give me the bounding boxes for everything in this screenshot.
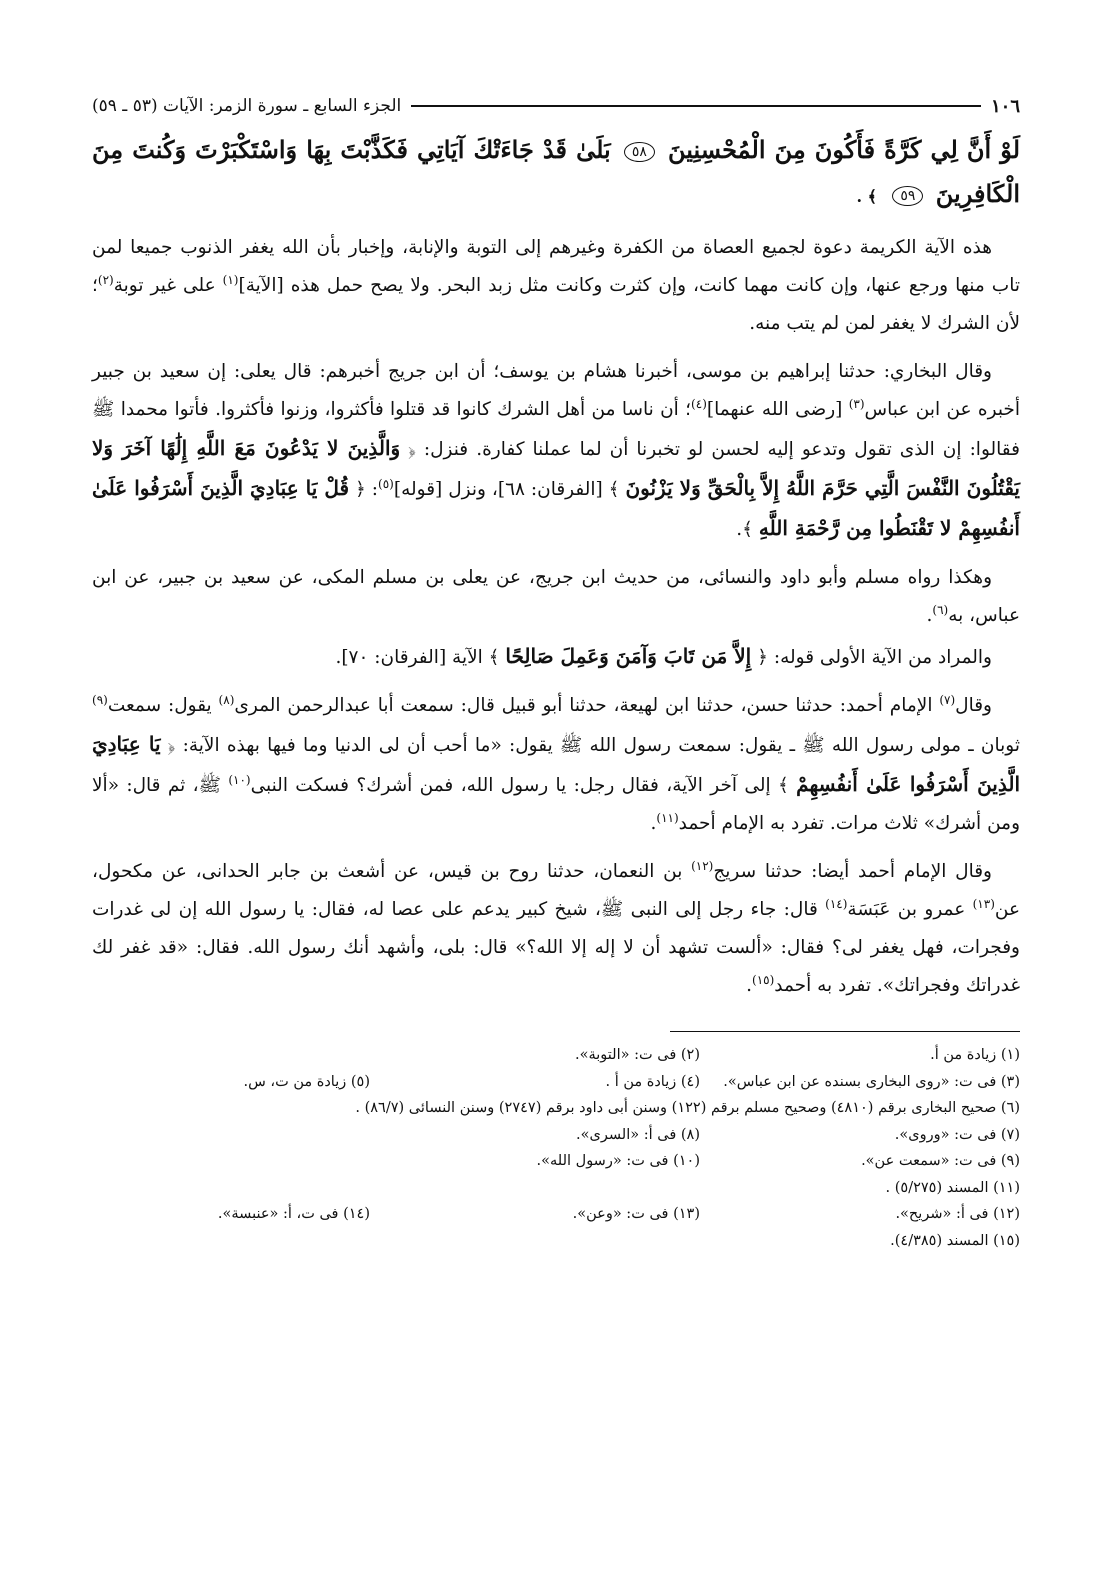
text: قال: جاء رجل إلى النبى ﷺ، شيخ كبير يدعم على عصا له، فقال: يا رسول الله إن لى غدرات وفجرات، فهل يغفر لى؟ فقال: «ألست تشهد أن لا إله إلا الله؟» قال: بلى، وأشهد أنك رسول الله. فقال: «قد غفر لك غدراتك وفجراتك». تفرد به أحمد [92,899,1020,996]
text: . [926,605,933,626]
footnote-ref: (١٤) [825,896,848,911]
footnote-ref: (٩) [92,692,108,707]
paragraph [92,559,1020,635]
text: بن النعمان، حدثنا روح بن قيس، عن أشعث بن جابر الحدانى، عن مكحول، عن [92,861,1020,920]
text: الإمام أحمد: حدثنا حسن، حدثنا ابن لهيعة، حدثنا أبو قبيل قال: سمعت أبا عبدالرحمن المرى [234,695,940,716]
footnote: (٩) فى ت: «سمعت عن». [861,1153,1020,1169]
text: ؛ لأن الشرك لا يغفر لمن لم يتب منه. [92,275,1020,334]
paragraph [92,353,1020,549]
verse-text: لَوْ أَنَّ لِي كَرَّةً فَأَكُونَ مِنَ الْمُحْسِنِينَ [667,135,1020,164]
text: ﴾ [الفرقان: ٦٨]، ونزل [قوله] [393,479,626,500]
text: : ﴿ [349,479,379,500]
footnote-ref: (٧) [939,692,956,707]
footnote: (٢) فى ت: «التوبة». [575,1047,700,1063]
paragraph [92,853,1020,1005]
text: [رضى الله عنهما] [706,399,849,420]
footnote-ref: (٥) [378,476,394,491]
footnote-ref: (١٣) [972,896,995,911]
footnote: (١٢) فى أ: «شريح». [895,1206,1020,1222]
footnote: (٦) صحيح البخارى برقم (٤٨١٠) وصحيح مسلم برقم (١٢٢) وسنن أبى داود برقم (٢٧٤٧) وسنن النسائى (٨٦/٧) . [355,1100,1020,1116]
text: ﴾. [736,519,759,540]
verse-close-ornament: ﴾ . [856,187,878,206]
footnote-row [92,1228,1020,1255]
footnote-ref: (٣) [848,396,865,411]
text: ثوبان ـ مولى رسول الله ﷺ ـ يقول: سمعت رسول الله ﷺ يقول: «ما أحب أن لى الدنيا وما فيها بهذه الآية: ﴿ [160,735,1021,756]
footnote-ref: (١٠) [228,772,251,787]
text: على غير توبة [113,275,223,296]
footnote: (٧) فى ت: «وروى». [894,1126,1020,1143]
footnote: (٣) فى ت: «روى البخارى بسنده عن ابن عباس». [723,1073,1020,1090]
text: عمرو بن عَبَسَة [847,899,973,920]
quran-quote: وَالَّذِينَ لا يَدْعُونَ مَعَ اللَّهِ إِلَٰهًا آخَرَ وَلا يَقْتُلُونَ النَّفْسَ الَّتِي حَرَّمَ اللَّهُ إِلاَّ بِالْحَقِّ وَلا يَزْنُونَ [92,436,1020,500]
paragraph [92,687,1020,843]
text: هذه الآية الكريمة دعوة لجميع العصاة من الكفرة وغيرهم إلى التوبة والإنابة، وإخبار بأن الله يغفر الذنوب جميعا لمن تاب منها ورجع عنها، وإن كانت مهما كانت، وإن كثرت وكانت مثل زبد البحر. ولا يصح حمل هذه [الآية] [92,237,1020,296]
footnote: (١) زيادة من أ. [930,1047,1020,1063]
text: والمراد من الآية الأولى قوله: ﴿ [751,647,992,668]
ayah-number-badge: ٥٩ [892,186,923,206]
footnote: (٥) زيادة من ت، س. [243,1073,370,1090]
text: ؛ أن ناسا من أهل الشرك كانوا قد قتلوا فأكثروا، وزنوا فأكثروا. فأتوا محمدا ﷺ فقالوا: إن الذى تقول وتدعو إليه لحسن لو تخبرنا أن لما عملنا كفارة. فنزل: ﴿ [92,399,1020,460]
paragraph [92,637,1020,677]
footnote-ref: (١١) [656,810,679,825]
text: وقال [955,695,992,716]
footnote-separator [670,1031,1020,1032]
footnote-row [92,1201,1020,1228]
footnote: (٨) فى أ: «السرى». [576,1126,700,1143]
quran-verse-block [92,128,1020,219]
header-rule [411,105,981,107]
quran-quote: قُلْ يَا عِبَادِيَ الَّذِينَ أَسْرَفُوا عَلَىٰ أَنفُسِهِمْ لا تَقْنَطُوا مِن رَّحْمَةِ اللَّهِ [92,476,1020,540]
footnote-ref: (١٥) [752,972,775,987]
footnote-row [92,1095,1020,1122]
footnote-ref: (١٢) [691,858,714,873]
footnote: (١٣) فى ت: «وعن». [572,1206,700,1222]
quran-quote: يَا عِبَادِيَ الَّذِينَ أَسْرَفُوا عَلَىٰ أَنفُسِهِمْ [92,732,1021,796]
page-number: ١٠٦ [990,95,1020,117]
paragraph [92,229,1020,343]
footnote: (١٠) فى ت: «رسول الله». [536,1153,700,1169]
text: ﴾ الآية [الفرقان: ٧٠]. [335,647,506,668]
footnote-ref: (٦) [932,602,949,617]
text: وقال البخاري: حدثنا إبراهيم بن موسى، أخبرنا هشام بن يوسف؛ أن ابن جريج أخبرهم: قال يعلى: إن سعيد بن جبير أخبره عن ابن عباس [92,361,1020,420]
text: وهكذا رواه مسلم وأبو داود والنسائى، من حديث ابن جريج، عن يعلى بن مسلم المكى، عن سعيد بن جبير، عن ابن عباس، به [92,567,1020,626]
footnote-ref: (٨) [218,692,235,707]
footnote: (٤) زيادة من أ . [605,1073,700,1090]
footnotes [92,1042,1020,1254]
footnote-ref: (٤) [691,396,707,411]
ayah-number-badge: ٥٨ [624,142,655,162]
footnote-ref: (٢) [97,272,114,287]
quran-quote: إِلاَّ مَن تَابَ وَآمَنَ وَعَمِلَ صَالِحًا [505,644,752,668]
footnote-row [92,1069,1020,1096]
footnote-ref: (١) [222,272,239,287]
footnote-row [92,1122,1020,1149]
footnote-row [92,1175,1020,1202]
footnote: (١٤) فى ت، أ: «عنبسة». [217,1206,370,1222]
footnote: (١٥) المسند (٤/٣٨٥). [890,1232,1020,1249]
footnote-row [92,1148,1020,1175]
book-page [92,88,1020,1254]
text: يقول: سمعت [107,695,219,716]
header-title: الجزء السابع ـ سورة الزمر: الآيات (٥٣ ـ ٥٩) [92,96,402,116]
text: ﷺ، ثم قال: «ألا ومن أشرك» ثلاث مرات. تفرد به الإمام أحمد [92,775,1020,834]
text: . [650,813,657,834]
footnote-row [92,1042,1020,1069]
text: . [746,975,752,996]
text: ﴾ إلى آخر الآية، فقال رجل: يا رسول الله، فمن أشرك؟ فسكت النبى [250,775,797,796]
verse-text: بَلَىٰ قَدْ جَاءَتْكَ آيَاتِي فَكَذَّبْتَ بِهَا وَاسْتَكْبَرْتَ وَكُنتَ مِنَ الْكَافِرِينَ [92,135,1020,208]
footnote: (١١) المسند (٥/٢٧٥) . [885,1179,1020,1196]
text: وقال الإمام أحمد أيضا: حدثنا سريج [713,861,992,882]
running-header [92,88,1020,124]
